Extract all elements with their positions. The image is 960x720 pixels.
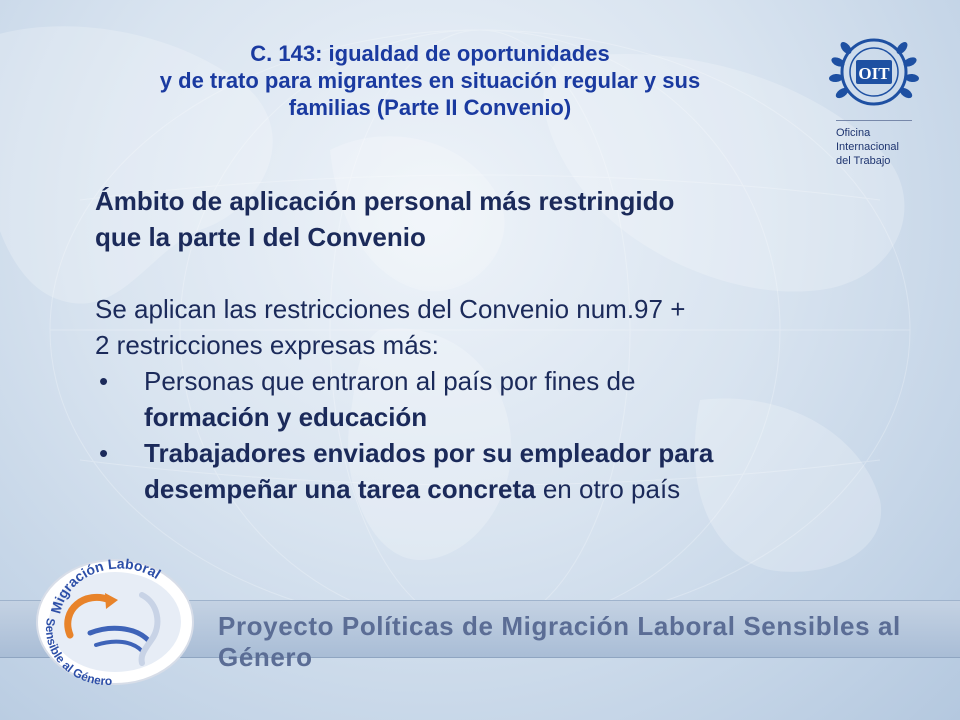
- project-title: Proyecto Políticas de Migración Laboral Sensibles al Género: [218, 611, 901, 672]
- slide-title: [60, 40, 800, 121]
- bullet-item-2: [95, 435, 875, 507]
- logo-line-1: Oficina: [836, 127, 871, 139]
- logo-line-3: del Trabajo: [836, 155, 891, 167]
- logo-mark: OIT: [858, 64, 890, 83]
- logo-line-2: Internacional: [836, 141, 899, 153]
- bullet-1-emphasis: formación y educación: [144, 402, 428, 432]
- bullet-icon: •: [99, 366, 109, 396]
- bullet-2-line-2: [144, 471, 875, 507]
- logo-caption: [836, 126, 936, 168]
- bullet-1-text: Personas que entraron al país por fines de: [144, 366, 636, 396]
- badge-top-text: Migración Laboral: [47, 555, 164, 616]
- paragraph-line-1: Se aplican las restricciones del Convenio num.97 +: [95, 294, 686, 324]
- bullet-2-emphasis-line-1: Trabajadores enviados por su empleador para: [144, 438, 714, 468]
- bullet-item-1: [95, 363, 875, 435]
- bullet-2-tail: en otro país: [535, 474, 681, 504]
- badge-bottom-text: Sensible al Género: [43, 617, 113, 685]
- migration-badge-logo: [30, 555, 200, 685]
- slide-body: [95, 183, 875, 507]
- spacer: [95, 255, 875, 291]
- heading-line-1: Ámbito de aplicación personal más restringido: [95, 186, 675, 216]
- bullet-2-emphasis-line-2: desempeñar una tarea concreta: [144, 474, 536, 504]
- title-line-3: familias (Parte II Convenio): [288, 95, 572, 120]
- logo-divider: [836, 120, 912, 121]
- title-line-1: C. 143: igualdad de oportunidades: [250, 41, 610, 66]
- heading-line-2: que la parte I del Convenio: [95, 222, 426, 252]
- paragraph-line-2: 2 restricciones expresas más:: [95, 330, 439, 360]
- title-line-2: y de trato para migrantes en situación regular y sus: [159, 68, 701, 93]
- bullet-icon: •: [99, 438, 109, 468]
